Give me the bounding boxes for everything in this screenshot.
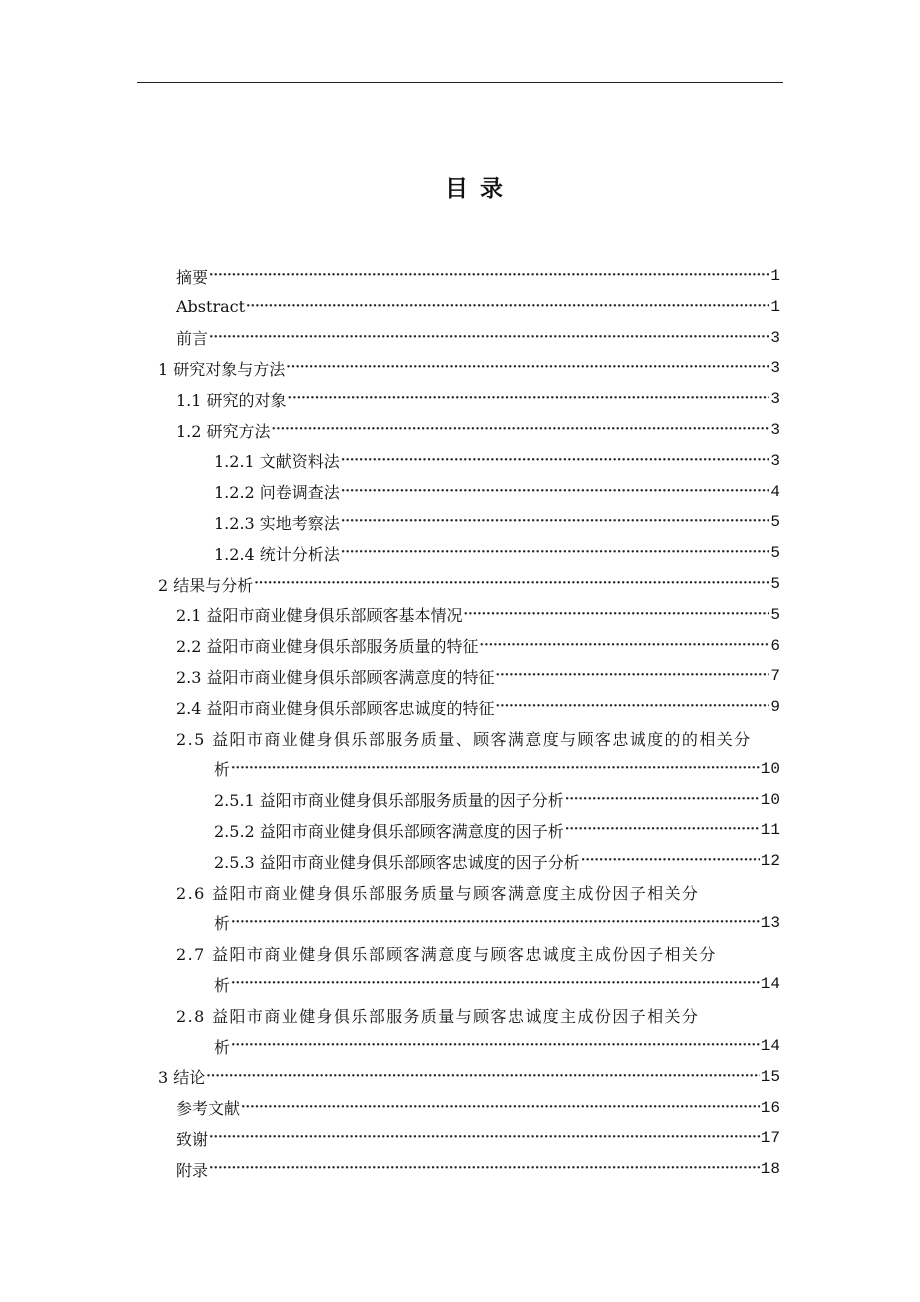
toc-entry-label-continued: 析 [214, 914, 231, 934]
toc-entry[interactable] [176, 384, 780, 414]
toc-page-number: 18 [760, 1160, 780, 1179]
toc-entry[interactable] [176, 877, 780, 907]
toc-entry[interactable] [214, 477, 780, 507]
toc-entry-label: 参考文献 [176, 1099, 241, 1119]
toc-entry-continuation[interactable] [214, 754, 780, 784]
toc-entry-label: 1.2.2 问卷调查法 [214, 483, 340, 503]
dot-leader [341, 446, 770, 476]
dot-leader [341, 477, 770, 507]
toc-page-number: 1 [770, 267, 780, 285]
dot-leader [241, 1093, 760, 1123]
dot-leader [565, 815, 760, 845]
toc-entry[interactable] [214, 507, 780, 537]
toc-page-number: 10 [760, 759, 780, 778]
toc-page-number: 5 [770, 575, 780, 593]
toc-entry-label-continued: 析 [214, 1037, 231, 1057]
toc-page-number: 11 [760, 821, 780, 840]
toc-entry-label: 2.5.3 益阳市商业健身俱乐部顾客忠诚度的因子分析 [214, 852, 580, 872]
dot-leader [209, 1123, 760, 1153]
toc-entry[interactable] [176, 723, 780, 753]
toc-entry[interactable] [176, 261, 780, 291]
dot-leader [206, 1062, 760, 1092]
toc-page-number: 12 [760, 852, 780, 871]
toc-page-number: 4 [770, 482, 780, 501]
toc-entry-label: 2 结果与分析 [158, 575, 254, 595]
toc-page-number: 9 [770, 698, 780, 717]
dot-leader [341, 507, 770, 537]
toc-entry-label: 1.1 研究的对象 [176, 390, 287, 410]
toc-entry-label: 摘要 [176, 267, 209, 287]
toc-page-number: 3 [770, 390, 780, 409]
dot-leader [231, 754, 760, 784]
toc-entry-label: 致谢 [176, 1129, 209, 1149]
toc-entry[interactable] [176, 661, 780, 691]
dot-leader [209, 323, 769, 353]
toc-entry[interactable] [176, 415, 780, 445]
toc-entry[interactable] [176, 939, 780, 969]
dot-leader [254, 569, 769, 599]
toc-page-number: 13 [760, 913, 780, 932]
dot-leader [209, 261, 769, 291]
toc-page-number: 3 [770, 451, 780, 470]
toc-entry-label: 2.2 益阳市商业健身俱乐部服务质量的特征 [176, 637, 479, 657]
toc-entry-label: 1.2.3 实地考察法 [214, 513, 340, 533]
toc-entry-label: 2.5.2 益阳市商业健身俱乐部顾客满意度的因子析 [214, 821, 564, 841]
dot-leader [231, 1031, 760, 1061]
toc-entry[interactable] [158, 1062, 780, 1092]
toc-entry-label: 2.5.1 益阳市商业健身俱乐部服务质量的因子分析 [214, 791, 564, 811]
toc-entry[interactable] [214, 846, 780, 876]
toc-entry[interactable] [176, 323, 780, 353]
toc-entry[interactable] [214, 815, 780, 845]
toc-entry[interactable] [176, 631, 780, 661]
toc-entry[interactable] [176, 1123, 780, 1153]
dot-leader [272, 415, 770, 445]
toc-entry[interactable] [158, 569, 780, 599]
header-rule [137, 82, 783, 83]
toc-page-number: 14 [760, 1037, 780, 1055]
toc-entry-label: 3 结论 [158, 1068, 206, 1088]
dot-leader [565, 785, 760, 815]
dot-leader [286, 353, 769, 383]
toc-entry-label: 附录 [176, 1160, 209, 1180]
dot-leader [231, 969, 760, 999]
toc-entry-label: 1.2.4 统计分析法 [214, 544, 340, 564]
toc-entry-label: 1.2.1 文献资料法 [214, 452, 340, 472]
toc-page-number: 6 [770, 636, 780, 655]
toc-entry[interactable] [176, 600, 780, 630]
toc-entry[interactable] [176, 1000, 780, 1030]
toc-entry[interactable] [214, 446, 780, 476]
dot-leader [246, 292, 769, 322]
dot-leader [209, 1154, 760, 1184]
toc-entry[interactable] [176, 292, 780, 322]
dot-leader [341, 538, 770, 568]
toc-page-number: 3 [770, 328, 780, 347]
toc-entry-label: 2.1 益阳市商业健身俱乐部顾客基本情况 [176, 606, 463, 626]
toc-title: 目 录 [444, 176, 505, 202]
toc-entry-label: 1.2 研究方法 [176, 421, 271, 441]
toc-entry[interactable] [158, 353, 780, 383]
toc-entry-label: 2.4 益阳市商业健身俱乐部顾客忠诚度的特征 [176, 698, 495, 718]
toc-page-number: 14 [760, 975, 780, 994]
toc-entry-label-continued: 析 [214, 760, 231, 780]
toc-page-number: 10 [760, 790, 780, 809]
toc-entry-label: 1 研究对象与方法 [158, 359, 286, 379]
dot-leader [496, 692, 770, 722]
toc-entry-continuation[interactable] [214, 1031, 780, 1061]
toc-page-number: 15 [760, 1067, 780, 1086]
toc-entry[interactable] [176, 692, 780, 722]
toc-entry[interactable] [214, 785, 780, 815]
toc-entry-label: 2.8 益阳市商业健身俱乐部服务质量与顾客忠诚度主成份因子相关分 [176, 1006, 700, 1026]
toc-entry-label: 2.3 益阳市商业健身俱乐部顾客满意度的特征 [176, 667, 495, 687]
toc-entry-label: 2.6 益阳市商业健身俱乐部服务质量与顾客满意度主成份因子相关分 [176, 883, 700, 903]
dot-leader [581, 846, 760, 876]
toc-page-number: 1 [770, 297, 780, 316]
dot-leader [480, 631, 770, 661]
dot-leader [464, 600, 770, 630]
toc-entry-continuation[interactable] [214, 908, 780, 938]
toc-entry-label-continued: 析 [214, 975, 231, 995]
toc-entry[interactable] [176, 1154, 780, 1184]
toc-page-number: 3 [770, 421, 780, 439]
toc-entry-label: 2.5 益阳市商业健身俱乐部服务质量、顾客满意度与顾客忠诚度的的相关分 [176, 729, 752, 749]
toc-entry-continuation[interactable] [214, 969, 780, 999]
toc-entry-label: Abstract [176, 297, 246, 317]
toc-entry-label: 前言 [176, 329, 209, 349]
toc-entry-label: 2.7 益阳市商业健身俱乐部顾客满意度与顾客忠诚度主成份因子相关分 [176, 945, 717, 965]
dot-leader [288, 384, 770, 414]
toc-page-number: 3 [770, 359, 780, 378]
dot-leader [496, 661, 770, 691]
toc-page-number: 5 [770, 544, 780, 563]
toc-page-number: 7 [770, 667, 780, 686]
toc-page-number: 17 [760, 1129, 780, 1148]
toc-page-number: 5 [770, 513, 780, 532]
toc-page-number: 16 [760, 1098, 780, 1117]
dot-leader [231, 908, 760, 938]
toc-page-number: 5 [770, 605, 780, 624]
toc-entry[interactable] [214, 538, 780, 568]
toc-entry[interactable] [176, 1093, 780, 1123]
